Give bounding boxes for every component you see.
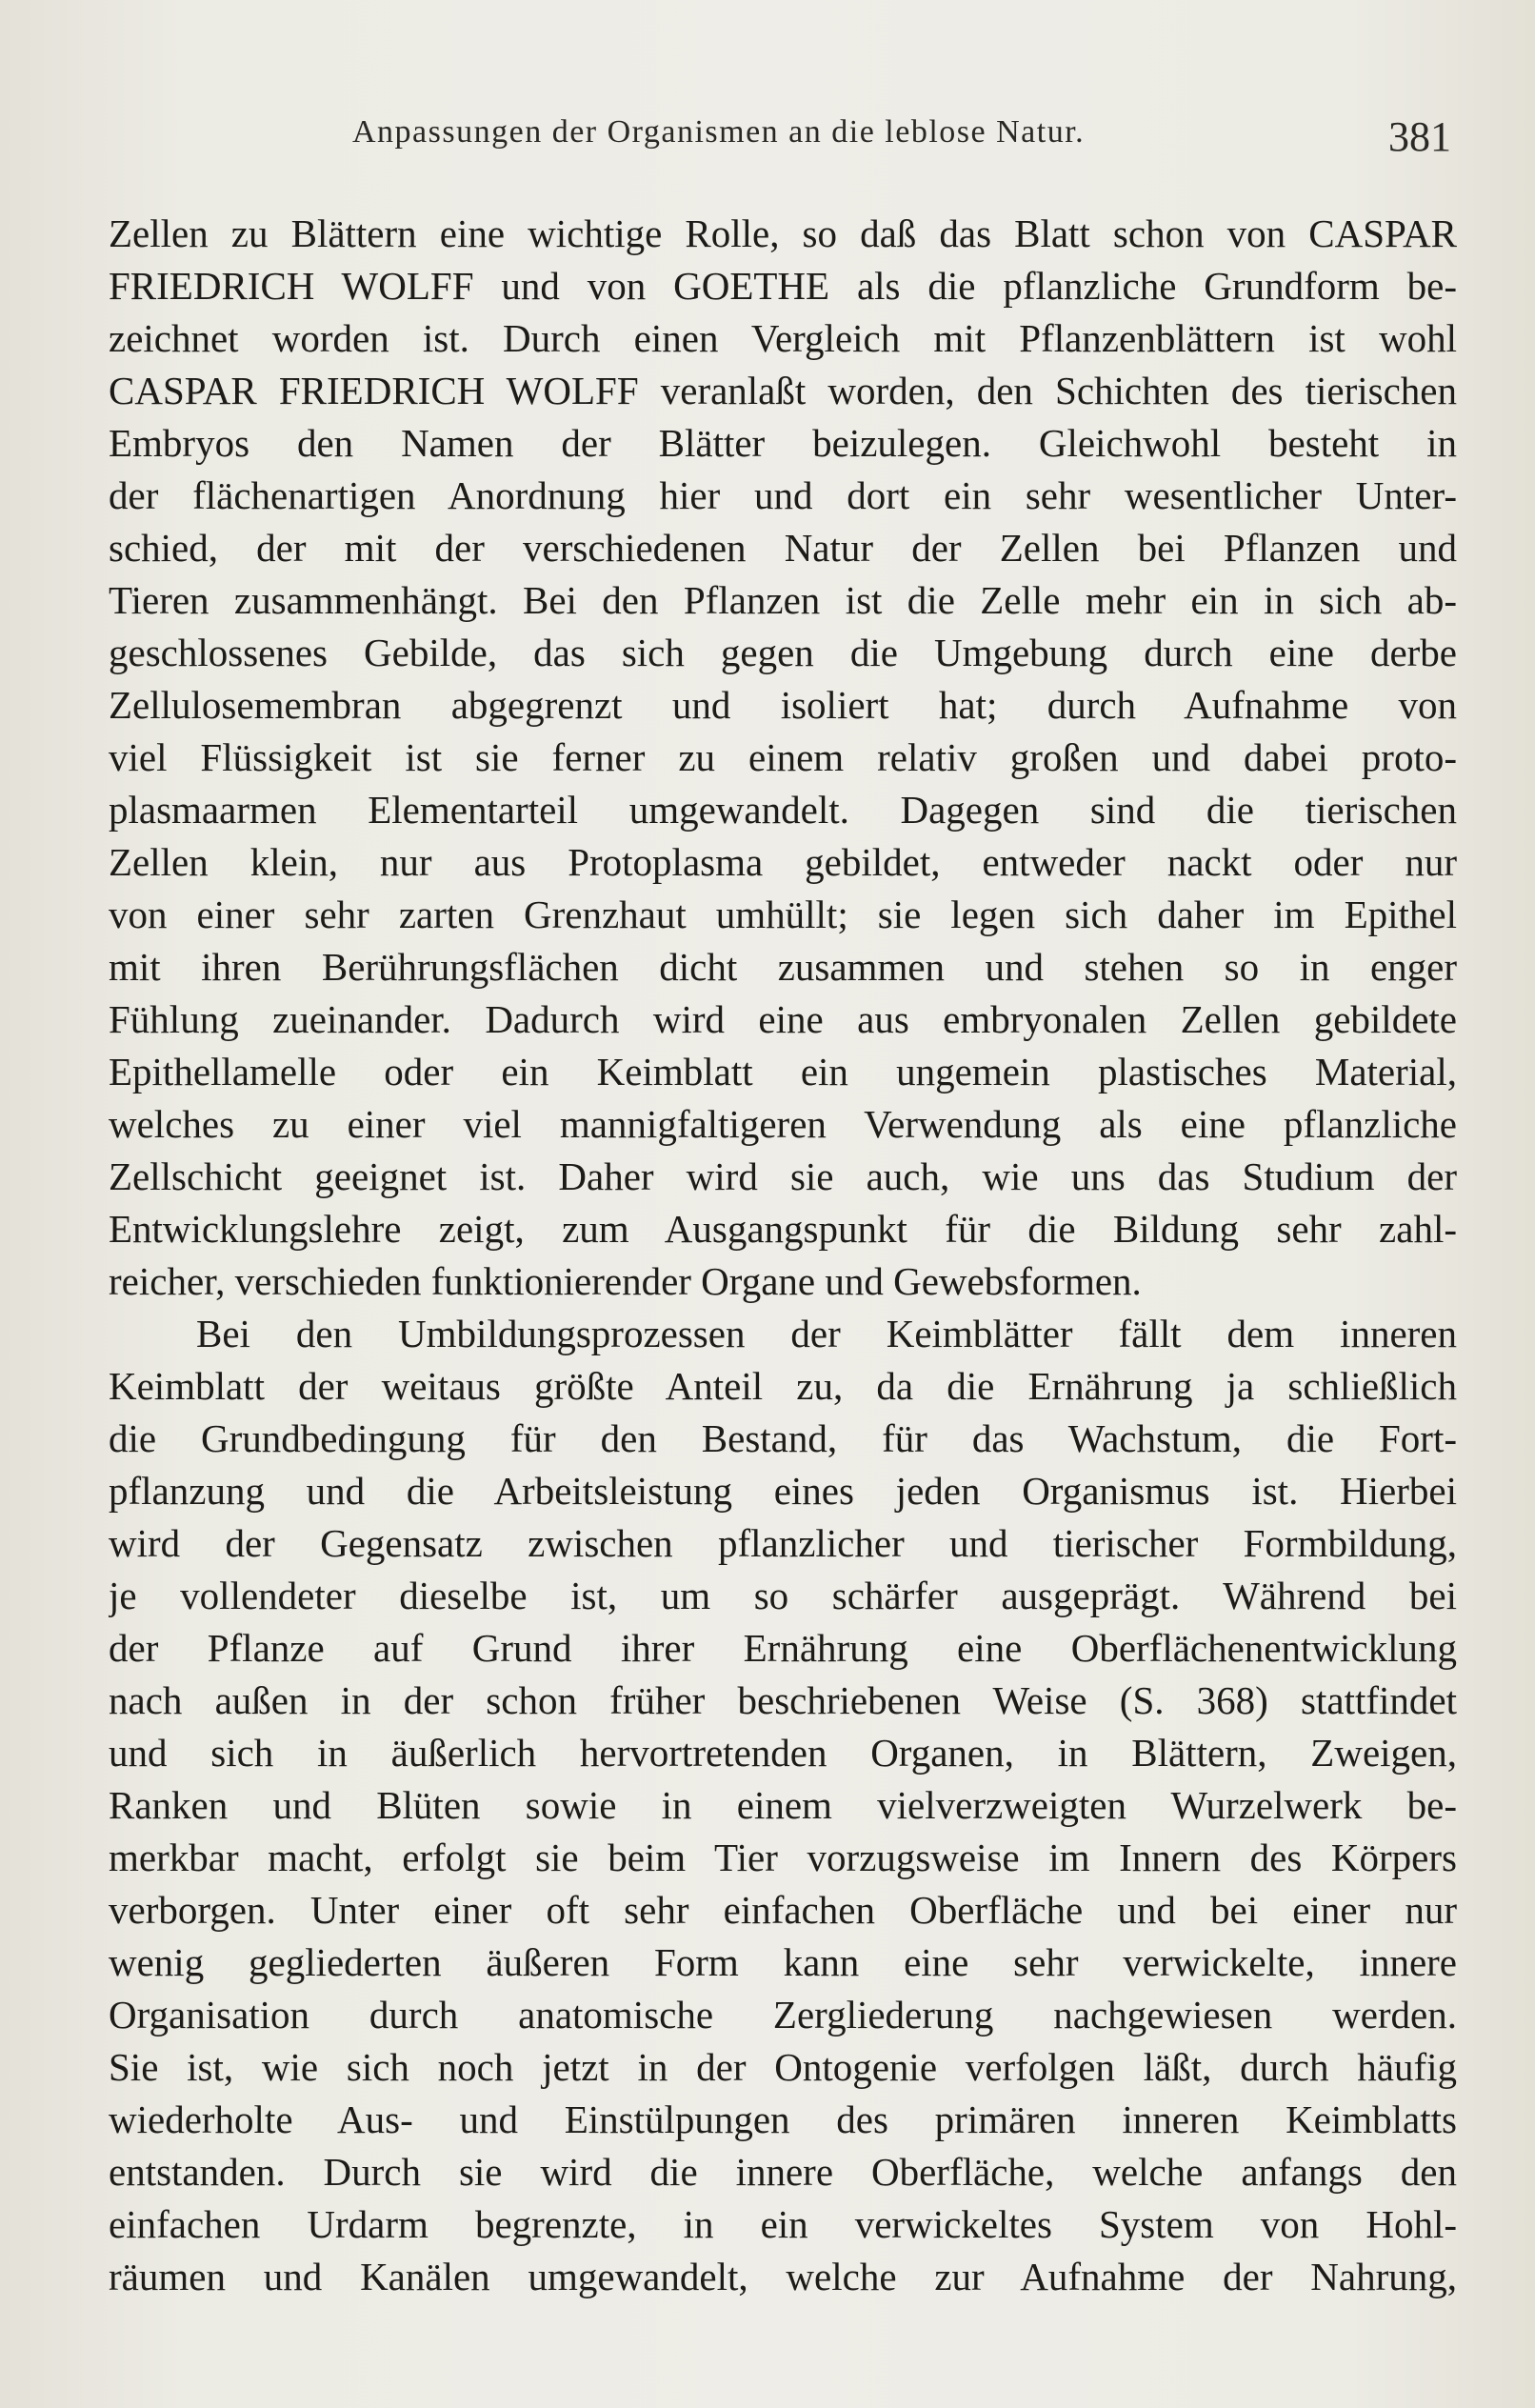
text-line: wiederholte Aus- und Einstülpungen des primären inneren Keimblatts	[109, 2097, 1457, 2141]
text-line: zeichnet worden ist. Durch einen Vergleich mit Pflanzenblättern ist wohl	[109, 316, 1457, 360]
text-line: der Pflanze auf Grund ihrer Ernährung eine Oberflächenentwicklung	[109, 1626, 1457, 1670]
text-line: wenig gegliederten äußeren Form kann eine sehr verwickelte, innere	[109, 1940, 1457, 1984]
text-line: Keimblatt der weitaus größte Anteil zu, da die Ernährung ja schließlich	[109, 1364, 1457, 1408]
text-line: Sie ist, wie sich noch jetzt in der Ontogenie verfolgen läßt, durch häufig	[109, 2045, 1457, 2089]
text-line: einfachen Urdarm begrenzte, in ein verwickeltes System von Hohl-	[109, 2202, 1457, 2246]
text-line: reicher, verschieden funktionierender Organe und Gewebsformen.	[109, 1259, 1142, 1303]
text-line: Ranken und Blüten sowie in einem vielverzweigten Wurzelwerk be-	[109, 1783, 1457, 1827]
text-line: welches zu einer viel mannigfaltigeren Verwendung als eine pflanzliche	[109, 1102, 1457, 1146]
text-line: von einer sehr zarten Grenzhaut umhüllt; sie legen sich daher im Epithel	[109, 893, 1457, 936]
text-line: Organisation durch anatomische Zergliederung nachgewiesen werden.	[109, 1993, 1457, 2037]
text-line: geschlossenes Gebilde, das sich gegen die Umgebung durch eine derbe	[109, 631, 1457, 674]
text-line: nach außen in der schon früher beschriebenen Weise (S. 368) stattfindet	[109, 1678, 1457, 1722]
text-line: die Grundbedingung für den Bestand, für das Wachstum, die Fort-	[109, 1416, 1457, 1460]
text-line: der flächenartigen Anordnung hier und dort ein sehr wesentlicher Unter-	[109, 473, 1457, 517]
text-line: Entwicklungslehre zeigt, zum Ausgangspunkt für die Bildung sehr zahl-	[109, 1207, 1457, 1251]
text-line: schied, der mit der verschiedenen Natur der Zellen bei Pflanzen und	[109, 526, 1457, 570]
text-line: pflanzung und die Arbeitsleistung eines jeden Organismus ist. Hierbei	[109, 1469, 1457, 1513]
text-line: merkbar macht, erfolgt sie beim Tier vorzugsweise im Innern des Körpers	[109, 1836, 1457, 1879]
text-line: plasmaarmen Elementarteil umgewandelt. Dagegen sind die tierischen	[109, 788, 1457, 832]
text-line: Fühlung zueinander. Dadurch wird eine aus embryonalen Zellen gebildete	[109, 997, 1457, 1041]
running-title: Anpassungen der Organismen an die leblose Natur.	[352, 114, 1086, 150]
text-line: je vollendeter dieselbe ist, um so schärfer ausgeprägt. Während bei	[109, 1574, 1457, 1617]
text-line: Embryos den Namen der Blätter beizulegen. Gleichwohl besteht in	[109, 421, 1457, 465]
text-line: mit ihren Berührungsflächen dicht zusammen und stehen so in enger	[109, 945, 1457, 989]
text-line: FRIEDRICH WOLFF und von GOETHE als die pflanzliche Grundform be-	[109, 264, 1457, 308]
text-line: entstanden. Durch sie wird die innere Oberfläche, welche anfangs den	[109, 2150, 1457, 2194]
text-line: und sich in äußerlich hervortretenden Organen, in Blättern, Zweigen,	[109, 1731, 1457, 1775]
text-line: Zellschicht geeignet ist. Daher wird sie auch, wie uns das Studium der	[109, 1154, 1457, 1198]
text-line: Zellulosemembran abgegrenzt und isoliert hat; durch Aufnahme von	[109, 683, 1457, 727]
body-text	[109, 208, 1457, 2303]
text-line: wird der Gegensatz zwischen pflanzlicher und tierischer Formbildung,	[109, 1521, 1457, 1565]
text-line: CASPAR FRIEDRICH WOLFF veranlaßt worden, den Schichten des tierischen	[109, 369, 1457, 412]
text-line: Epithellamelle oder ein Keimblatt ein ungemein plastisches Material,	[109, 1050, 1457, 1094]
text-line: Tieren zusammenhängt. Bei den Pflanzen ist die Zelle mehr ein in sich ab-	[109, 578, 1457, 622]
text-line: räumen und Kanälen umgewandelt, welche zur Aufnahme der Nahrung,	[109, 2255, 1457, 2298]
text-line: Zellen klein, nur aus Protoplasma gebildet, entweder nackt oder nur	[109, 840, 1457, 884]
page-number: 381	[1388, 113, 1451, 160]
text-line: verborgen. Unter einer oft sehr einfachen Oberfläche und bei einer nur	[109, 1888, 1457, 1932]
text-line: viel Flüssigkeit ist sie ferner zu einem relativ großen und dabei proto-	[109, 735, 1457, 779]
text-line: Zellen zu Blättern eine wichtige Rolle, so daß das Blatt schon von CASPAR	[109, 211, 1457, 255]
text-line: Bei den Umbildungsprozessen der Keimblätter fällt dem inneren	[196, 1312, 1457, 1355]
